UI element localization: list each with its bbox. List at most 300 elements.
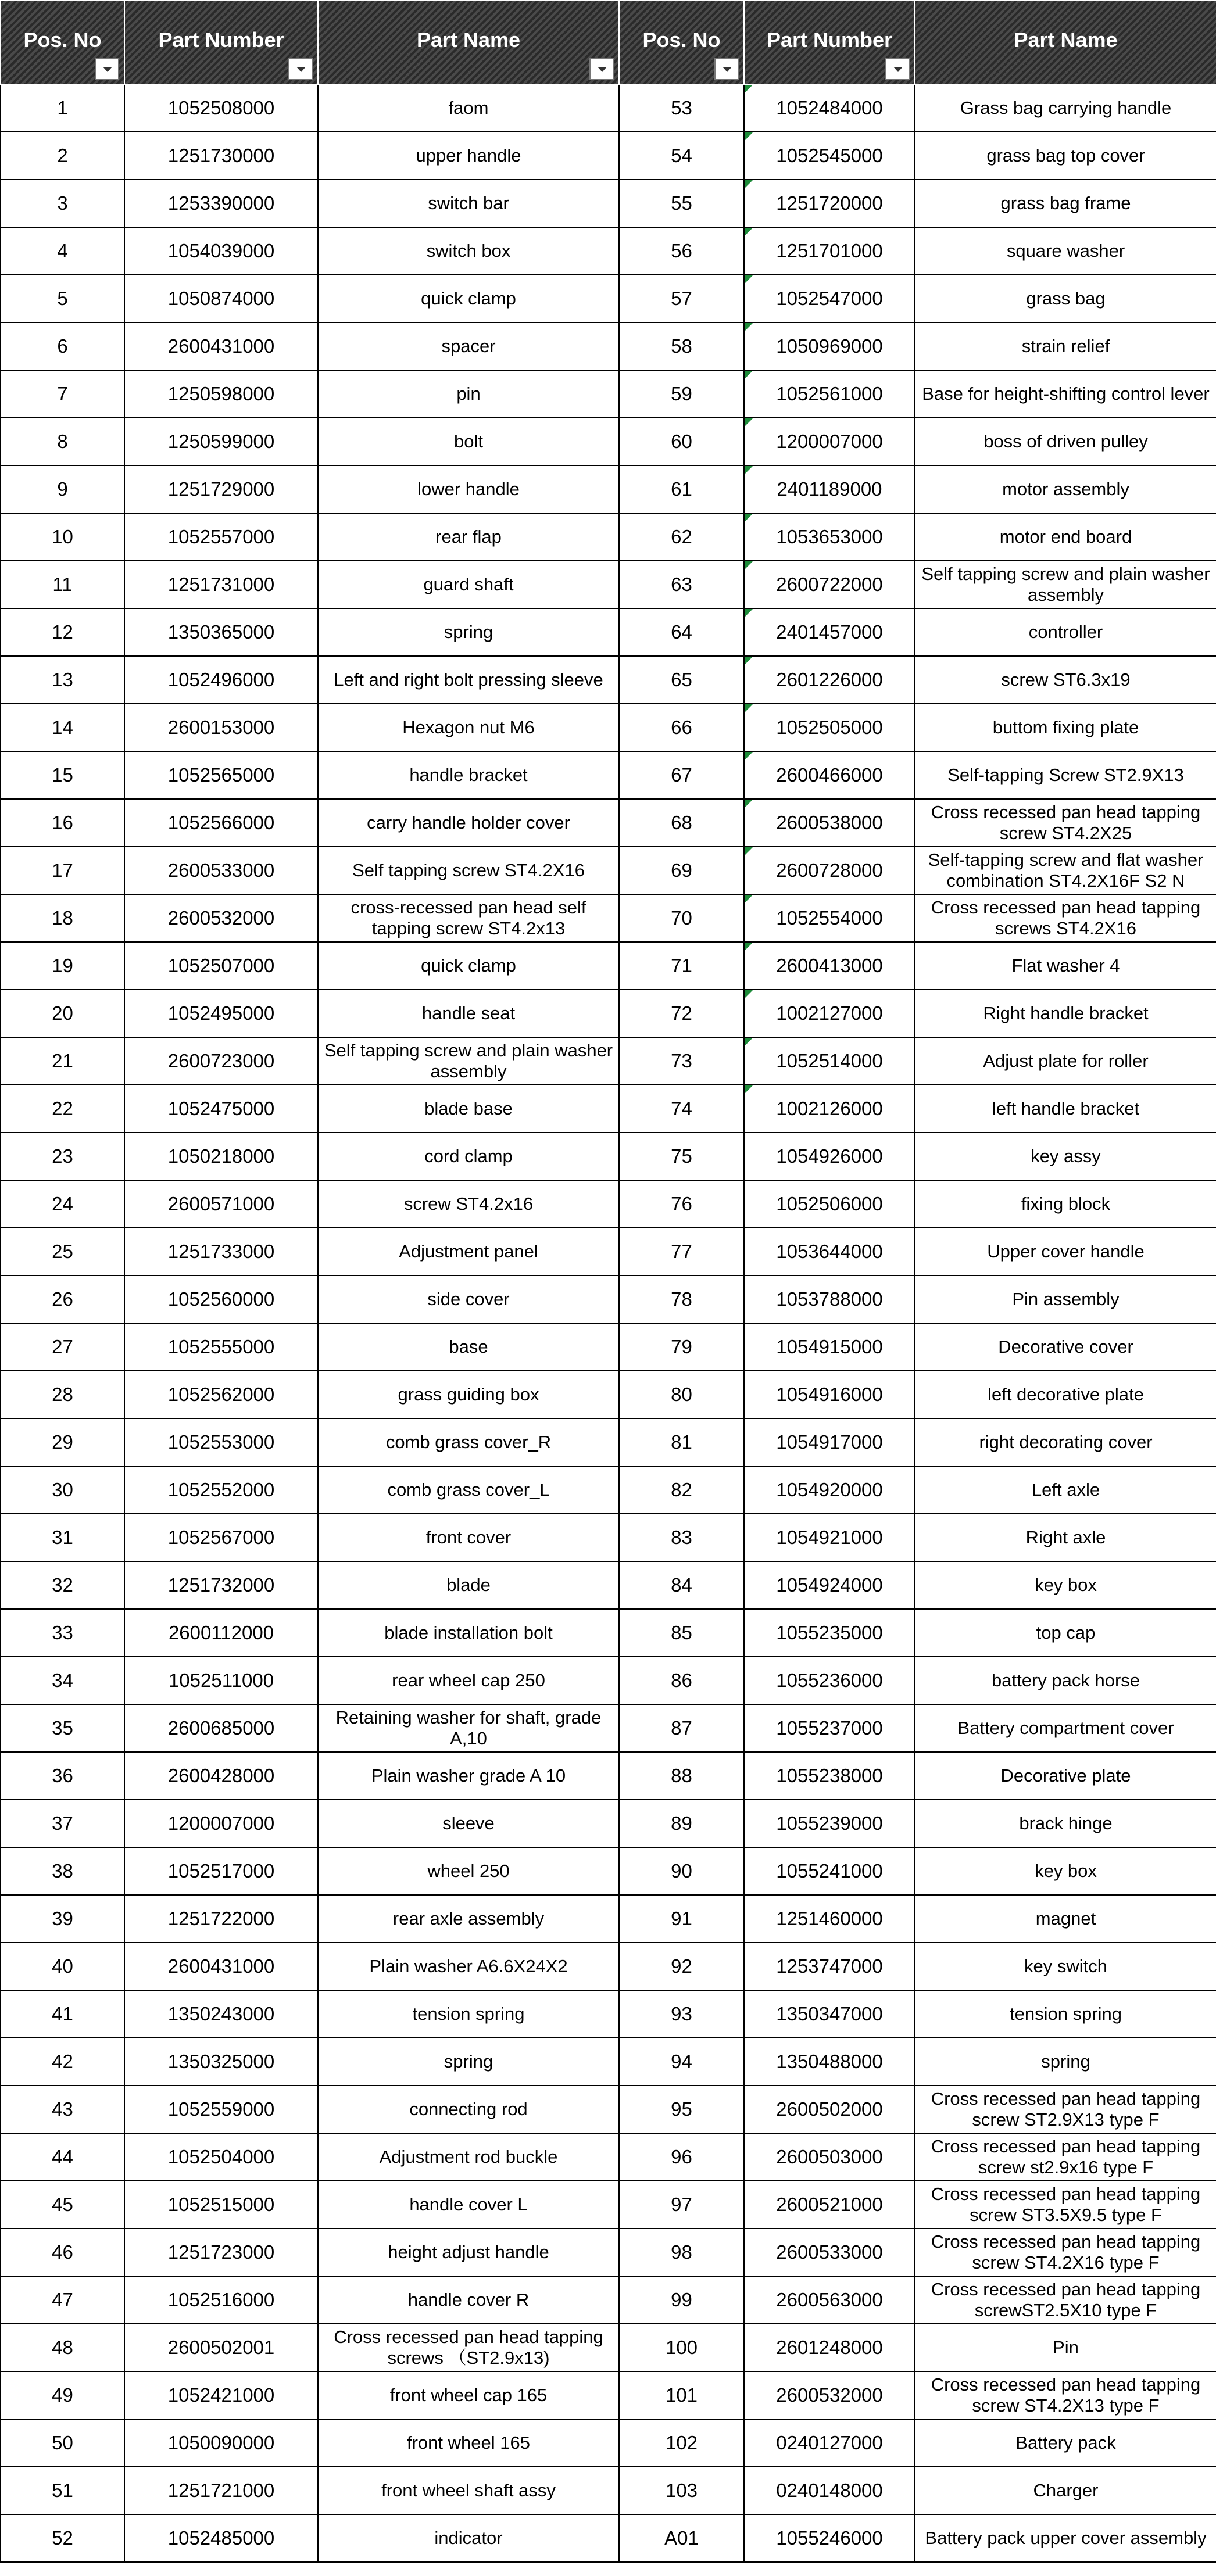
- part-name-cell[interactable]: cord clamp: [318, 1133, 619, 1180]
- part-number-cell[interactable]: 1053653000: [744, 513, 915, 561]
- part-name-cell[interactable]: rear axle assembly: [318, 1895, 619, 1943]
- pos-no-cell[interactable]: 36: [1, 1752, 124, 1800]
- pos-no-cell[interactable]: 28: [1, 1371, 124, 1418]
- part-number-cell[interactable]: 1350488000: [744, 2038, 915, 2086]
- part-number-cell[interactable]: 2600112000: [124, 1609, 318, 1657]
- part-name-cell[interactable]: Self-tapping screw and flat washer combination ST4.2X16F S2 N: [915, 847, 1216, 894]
- part-name-cell[interactable]: Left axle: [915, 1466, 1216, 1514]
- pos-no-cell[interactable]: 85: [619, 1609, 744, 1657]
- part-number-cell[interactable]: 2401457000: [744, 608, 915, 656]
- part-number-cell[interactable]: 2600431000: [124, 1943, 318, 1990]
- part-name-cell[interactable]: handle bracket: [318, 751, 619, 799]
- part-name-cell[interactable]: Battery compartment cover: [915, 1704, 1216, 1752]
- part-name-cell[interactable]: bolt: [318, 418, 619, 465]
- part-number-cell[interactable]: 1052504000: [124, 2133, 318, 2181]
- pos-no-cell[interactable]: 73: [619, 1037, 744, 1085]
- pos-no-cell[interactable]: 40: [1, 1943, 124, 1990]
- part-number-cell[interactable]: 2600521000: [744, 2181, 915, 2229]
- part-number-cell[interactable]: 1052506000: [744, 1180, 915, 1228]
- part-name-cell[interactable]: Pin assembly: [915, 1276, 1216, 1323]
- pos-no-cell[interactable]: 68: [619, 799, 744, 847]
- part-name-cell[interactable]: Cross recessed pan head tapping screwST2.5X10 type F: [915, 2276, 1216, 2324]
- pos-no-cell[interactable]: 42: [1, 2038, 124, 2086]
- part-name-cell[interactable]: Hexagon nut M6: [318, 704, 619, 751]
- part-number-cell[interactable]: 1052552000: [124, 1466, 318, 1514]
- part-number-cell[interactable]: 1350243000: [124, 1990, 318, 2038]
- part-name-cell[interactable]: Left and right bolt pressing sleeve: [318, 656, 619, 704]
- part-number-cell[interactable]: 1052517000: [124, 1847, 318, 1895]
- pos-no-cell[interactable]: 74: [619, 1085, 744, 1133]
- pos-no-cell[interactable]: 38: [1, 1847, 124, 1895]
- pos-no-cell[interactable]: 95: [619, 2086, 744, 2133]
- part-number-cell[interactable]: 1052484000: [744, 84, 915, 132]
- pos-no-cell[interactable]: 81: [619, 1418, 744, 1466]
- part-name-cell[interactable]: Battery pack: [915, 2419, 1216, 2467]
- part-number-cell[interactable]: 1052507000: [124, 942, 318, 990]
- part-number-cell[interactable]: 1052554000: [744, 894, 915, 942]
- part-name-cell[interactable]: spacer: [318, 323, 619, 370]
- pos-no-cell[interactable]: 63: [619, 561, 744, 608]
- part-name-cell[interactable]: blade: [318, 1561, 619, 1609]
- part-number-cell[interactable]: 1052557000: [124, 513, 318, 561]
- part-name-cell[interactable]: Plain washer grade A 10: [318, 1752, 619, 1800]
- part-number-cell[interactable]: 2600563000: [744, 2276, 915, 2324]
- part-name-cell[interactable]: square washer: [915, 227, 1216, 275]
- part-name-cell[interactable]: front cover: [318, 1514, 619, 1561]
- part-name-cell[interactable]: wheel 250: [318, 1847, 619, 1895]
- part-number-cell[interactable]: 1350347000: [744, 1990, 915, 2038]
- part-name-cell[interactable]: strain relief: [915, 323, 1216, 370]
- part-name-cell[interactable]: screw ST6.3x19: [915, 656, 1216, 704]
- pos-no-cell[interactable]: A01: [619, 2514, 744, 2562]
- pos-no-cell[interactable]: 103: [619, 2467, 744, 2514]
- pos-no-cell[interactable]: 26: [1, 1276, 124, 1323]
- part-name-cell[interactable]: Pin: [915, 2324, 1216, 2371]
- pos-no-cell[interactable]: 19: [1, 942, 124, 990]
- part-name-cell[interactable]: controller: [915, 608, 1216, 656]
- part-name-cell[interactable]: brack hinge: [915, 1800, 1216, 1847]
- part-number-cell[interactable]: 1050874000: [124, 275, 318, 323]
- part-number-cell[interactable]: 1052565000: [124, 751, 318, 799]
- part-name-cell[interactable]: handle cover L: [318, 2181, 619, 2229]
- pos-no-cell[interactable]: 14: [1, 704, 124, 751]
- part-name-cell[interactable]: quick clamp: [318, 942, 619, 990]
- part-name-cell[interactable]: connecting rod: [318, 2086, 619, 2133]
- pos-no-cell[interactable]: 44: [1, 2133, 124, 2181]
- part-number-cell[interactable]: 2600466000: [744, 751, 915, 799]
- pos-no-cell[interactable]: 56: [619, 227, 744, 275]
- part-name-cell[interactable]: Cross recessed pan head tapping screw ST4.2X16 type F: [915, 2229, 1216, 2276]
- part-number-cell[interactable]: 1200007000: [744, 418, 915, 465]
- part-name-cell[interactable]: Charger: [915, 2467, 1216, 2514]
- pos-no-cell[interactable]: 4: [1, 227, 124, 275]
- part-number-cell[interactable]: 1050090000: [124, 2419, 318, 2467]
- part-name-cell[interactable]: right decorating cover: [915, 1418, 1216, 1466]
- pos-no-cell[interactable]: 80: [619, 1371, 744, 1418]
- pos-no-cell[interactable]: 37: [1, 1800, 124, 1847]
- part-number-cell[interactable]: 1251460000: [744, 1895, 915, 1943]
- part-name-cell[interactable]: Grass bag carrying handle: [915, 84, 1216, 132]
- pos-no-cell[interactable]: 1: [1, 84, 124, 132]
- pos-no-cell[interactable]: 60: [619, 418, 744, 465]
- pos-no-cell[interactable]: 83: [619, 1514, 744, 1561]
- part-number-cell[interactable]: 1052505000: [744, 704, 915, 751]
- part-name-cell[interactable]: spring: [318, 2038, 619, 2086]
- pos-no-cell[interactable]: 55: [619, 180, 744, 227]
- part-number-cell[interactable]: 1055237000: [744, 1704, 915, 1752]
- part-number-cell[interactable]: 1052555000: [124, 1323, 318, 1371]
- pos-no-cell[interactable]: 13: [1, 656, 124, 704]
- part-number-cell[interactable]: 1054921000: [744, 1514, 915, 1561]
- part-number-cell[interactable]: 1251731000: [124, 561, 318, 608]
- part-name-cell[interactable]: Cross recessed pan head tapping screws （ST2.9x13): [318, 2324, 619, 2371]
- part-number-cell[interactable]: 1052561000: [744, 370, 915, 418]
- pos-no-cell[interactable]: 91: [619, 1895, 744, 1943]
- pos-no-cell[interactable]: 101: [619, 2371, 744, 2419]
- pos-no-cell[interactable]: 8: [1, 418, 124, 465]
- part-name-cell[interactable]: Self-tapping Screw ST2.9X13: [915, 751, 1216, 799]
- pos-no-cell[interactable]: 3: [1, 180, 124, 227]
- part-name-cell[interactable]: spring: [318, 608, 619, 656]
- part-name-cell[interactable]: key box: [915, 1847, 1216, 1895]
- part-name-cell[interactable]: carry handle holder cover: [318, 799, 619, 847]
- pos-no-cell[interactable]: 70: [619, 894, 744, 942]
- filter-dropdown-icon[interactable]: [589, 58, 614, 80]
- part-name-cell[interactable]: Base for height-shifting control lever: [915, 370, 1216, 418]
- part-name-cell[interactable]: fixing block: [915, 1180, 1216, 1228]
- part-number-cell[interactable]: 1052559000: [124, 2086, 318, 2133]
- part-name-cell[interactable]: Decorative cover: [915, 1323, 1216, 1371]
- part-number-cell[interactable]: 1054039000: [124, 227, 318, 275]
- pos-no-cell[interactable]: 51: [1, 2467, 124, 2514]
- pos-no-cell[interactable]: 62: [619, 513, 744, 561]
- part-number-cell[interactable]: 1250599000: [124, 418, 318, 465]
- part-name-cell[interactable]: lower handle: [318, 465, 619, 513]
- part-name-cell[interactable]: left handle bracket: [915, 1085, 1216, 1133]
- pos-no-cell[interactable]: 76: [619, 1180, 744, 1228]
- part-number-cell[interactable]: 1253390000: [124, 180, 318, 227]
- part-name-cell[interactable]: Self tapping screw ST4.2X16: [318, 847, 619, 894]
- part-name-cell[interactable]: switch box: [318, 227, 619, 275]
- pos-no-cell[interactable]: 90: [619, 1847, 744, 1895]
- part-name-cell[interactable]: front wheel shaft assy: [318, 2467, 619, 2514]
- part-number-cell[interactable]: 0240127000: [744, 2419, 915, 2467]
- part-number-cell[interactable]: 2600502000: [744, 2086, 915, 2133]
- pos-no-cell[interactable]: 53: [619, 84, 744, 132]
- pos-no-cell[interactable]: 15: [1, 751, 124, 799]
- part-number-cell[interactable]: 2600722000: [744, 561, 915, 608]
- part-number-cell[interactable]: 1054916000: [744, 1371, 915, 1418]
- part-name-cell[interactable]: key switch: [915, 1943, 1216, 1990]
- part-name-cell[interactable]: handle seat: [318, 990, 619, 1037]
- part-number-cell[interactable]: 1054917000: [744, 1418, 915, 1466]
- pos-no-cell[interactable]: 7: [1, 370, 124, 418]
- part-name-cell[interactable]: Cross recessed pan head tapping screw st2.9x16 type F: [915, 2133, 1216, 2181]
- part-number-cell[interactable]: 1055238000: [744, 1752, 915, 1800]
- filter-dropdown-icon[interactable]: [95, 58, 119, 80]
- part-number-cell[interactable]: 2600153000: [124, 704, 318, 751]
- pos-no-cell[interactable]: 5: [1, 275, 124, 323]
- part-number-cell[interactable]: 1251722000: [124, 1895, 318, 1943]
- part-name-cell[interactable]: blade base: [318, 1085, 619, 1133]
- part-name-cell[interactable]: Cross recessed pan head tapping screws ST4.2X16: [915, 894, 1216, 942]
- part-name-cell[interactable]: grass bag: [915, 275, 1216, 323]
- pos-no-cell[interactable]: 17: [1, 847, 124, 894]
- pos-no-cell[interactable]: 78: [619, 1276, 744, 1323]
- part-number-cell[interactable]: 1251729000: [124, 465, 318, 513]
- part-number-cell[interactable]: 1052515000: [124, 2181, 318, 2229]
- part-name-cell[interactable]: magnet: [915, 1895, 1216, 1943]
- part-number-cell[interactable]: 2600723000: [124, 1037, 318, 1085]
- part-number-cell[interactable]: 1052485000: [124, 2514, 318, 2562]
- part-name-cell[interactable]: front wheel 165: [318, 2419, 619, 2467]
- part-number-cell[interactable]: 1002127000: [744, 990, 915, 1037]
- part-number-cell[interactable]: 1055235000: [744, 1609, 915, 1657]
- pos-no-cell[interactable]: 39: [1, 1895, 124, 1943]
- part-name-cell[interactable]: Adjustment rod buckle: [318, 2133, 619, 2181]
- pos-no-cell[interactable]: 94: [619, 2038, 744, 2086]
- part-number-cell[interactable]: 2600532000: [124, 894, 318, 942]
- part-number-cell[interactable]: 1002126000: [744, 1085, 915, 1133]
- pos-no-cell[interactable]: 45: [1, 2181, 124, 2229]
- pos-no-cell[interactable]: 18: [1, 894, 124, 942]
- part-number-cell[interactable]: 1055236000: [744, 1657, 915, 1704]
- part-number-cell[interactable]: 1052566000: [124, 799, 318, 847]
- part-number-cell[interactable]: 1251701000: [744, 227, 915, 275]
- part-number-cell[interactable]: 1055241000: [744, 1847, 915, 1895]
- part-name-cell[interactable]: grass bag frame: [915, 180, 1216, 227]
- pos-no-cell[interactable]: 59: [619, 370, 744, 418]
- pos-no-cell[interactable]: 43: [1, 2086, 124, 2133]
- part-number-cell[interactable]: 1251721000: [124, 2467, 318, 2514]
- part-number-cell[interactable]: 1052475000: [124, 1085, 318, 1133]
- pos-no-cell[interactable]: 10: [1, 513, 124, 561]
- pos-no-cell[interactable]: 12: [1, 608, 124, 656]
- pos-no-cell[interactable]: 71: [619, 942, 744, 990]
- part-name-cell[interactable]: screw ST4.2x16: [318, 1180, 619, 1228]
- part-name-cell[interactable]: buttom fixing plate: [915, 704, 1216, 751]
- part-name-cell[interactable]: front wheel cap 165: [318, 2371, 619, 2419]
- filter-dropdown-icon[interactable]: [885, 58, 910, 80]
- part-name-cell[interactable]: rear wheel cap 250: [318, 1657, 619, 1704]
- pos-no-cell[interactable]: 33: [1, 1609, 124, 1657]
- part-name-cell[interactable]: Retaining washer for shaft, grade A,10: [318, 1704, 619, 1752]
- part-number-cell[interactable]: 2600533000: [124, 847, 318, 894]
- pos-no-cell[interactable]: 67: [619, 751, 744, 799]
- part-number-cell[interactable]: 2600685000: [124, 1704, 318, 1752]
- pos-no-cell[interactable]: 88: [619, 1752, 744, 1800]
- part-name-cell[interactable]: spring: [915, 2038, 1216, 2086]
- part-number-cell[interactable]: 2601248000: [744, 2324, 915, 2371]
- part-number-cell[interactable]: 2600571000: [124, 1180, 318, 1228]
- part-number-cell[interactable]: 1052547000: [744, 275, 915, 323]
- part-name-cell[interactable]: Self tapping screw and plain washer assembly: [318, 1037, 619, 1085]
- part-name-cell[interactable]: blade installation bolt: [318, 1609, 619, 1657]
- part-name-cell[interactable]: motor end board: [915, 513, 1216, 561]
- pos-no-cell[interactable]: 92: [619, 1943, 744, 1990]
- pos-no-cell[interactable]: 58: [619, 323, 744, 370]
- part-name-cell[interactable]: Adjust plate for roller: [915, 1037, 1216, 1085]
- pos-no-cell[interactable]: 16: [1, 799, 124, 847]
- part-number-cell[interactable]: 1251730000: [124, 132, 318, 180]
- pos-no-cell[interactable]: 30: [1, 1466, 124, 1514]
- pos-no-cell[interactable]: 21: [1, 1037, 124, 1085]
- part-number-cell[interactable]: 1054915000: [744, 1323, 915, 1371]
- part-number-cell[interactable]: 1054924000: [744, 1561, 915, 1609]
- part-name-cell[interactable]: faom: [318, 84, 619, 132]
- part-number-cell[interactable]: 1251733000: [124, 1228, 318, 1276]
- pos-no-cell[interactable]: 29: [1, 1418, 124, 1466]
- part-number-cell[interactable]: 1055239000: [744, 1800, 915, 1847]
- part-number-cell[interactable]: 2600502001: [124, 2324, 318, 2371]
- pos-no-cell[interactable]: 102: [619, 2419, 744, 2467]
- pos-no-cell[interactable]: 99: [619, 2276, 744, 2324]
- part-number-cell[interactable]: 2600503000: [744, 2133, 915, 2181]
- pos-no-cell[interactable]: 82: [619, 1466, 744, 1514]
- part-number-cell[interactable]: 2600532000: [744, 2371, 915, 2419]
- part-name-cell[interactable]: handle cover R: [318, 2276, 619, 2324]
- part-number-cell[interactable]: 1052511000: [124, 1657, 318, 1704]
- pos-no-cell[interactable]: 20: [1, 990, 124, 1037]
- pos-no-cell[interactable]: 69: [619, 847, 744, 894]
- part-number-cell[interactable]: 2600431000: [124, 323, 318, 370]
- part-name-cell[interactable]: grass guiding box: [318, 1371, 619, 1418]
- part-number-cell[interactable]: 1350365000: [124, 608, 318, 656]
- part-name-cell[interactable]: indicator: [318, 2514, 619, 2562]
- pos-no-cell[interactable]: 52: [1, 2514, 124, 2562]
- part-name-cell[interactable]: Cross recessed pan head tapping screw ST2.9X13 type F: [915, 2086, 1216, 2133]
- part-number-cell[interactable]: 1050969000: [744, 323, 915, 370]
- part-number-cell[interactable]: 1052553000: [124, 1418, 318, 1466]
- part-number-cell[interactable]: 1251723000: [124, 2229, 318, 2276]
- pos-no-cell[interactable]: 2: [1, 132, 124, 180]
- pos-no-cell[interactable]: 35: [1, 1704, 124, 1752]
- pos-no-cell[interactable]: 46: [1, 2229, 124, 2276]
- pos-no-cell[interactable]: 50: [1, 2419, 124, 2467]
- pos-no-cell[interactable]: 57: [619, 275, 744, 323]
- part-number-cell[interactable]: 1052421000: [124, 2371, 318, 2419]
- part-number-cell[interactable]: 1052495000: [124, 990, 318, 1037]
- part-name-cell[interactable]: guard shaft: [318, 561, 619, 608]
- part-name-cell[interactable]: Cross recessed pan head tapping screw ST4.2X13 type F: [915, 2371, 1216, 2419]
- part-number-cell[interactable]: 1052516000: [124, 2276, 318, 2324]
- pos-no-cell[interactable]: 79: [619, 1323, 744, 1371]
- part-name-cell[interactable]: Cross recessed pan head tapping screw ST4.2X25: [915, 799, 1216, 847]
- pos-no-cell[interactable]: 22: [1, 1085, 124, 1133]
- part-number-cell[interactable]: 1251732000: [124, 1561, 318, 1609]
- part-name-cell[interactable]: Decorative plate: [915, 1752, 1216, 1800]
- pos-no-cell[interactable]: 34: [1, 1657, 124, 1704]
- pos-no-cell[interactable]: 24: [1, 1180, 124, 1228]
- filter-dropdown-icon[interactable]: [288, 58, 313, 80]
- part-name-cell[interactable]: base: [318, 1323, 619, 1371]
- part-name-cell[interactable]: key assy: [915, 1133, 1216, 1180]
- part-number-cell[interactable]: 0240148000: [744, 2467, 915, 2514]
- part-name-cell[interactable]: top cap: [915, 1609, 1216, 1657]
- pos-no-cell[interactable]: 100: [619, 2324, 744, 2371]
- part-number-cell[interactable]: 1050218000: [124, 1133, 318, 1180]
- part-number-cell[interactable]: 1251720000: [744, 180, 915, 227]
- part-name-cell[interactable]: Self tapping screw and plain washer assembly: [915, 561, 1216, 608]
- pos-no-cell[interactable]: 61: [619, 465, 744, 513]
- part-name-cell[interactable]: motor assembly: [915, 465, 1216, 513]
- part-number-cell[interactable]: 1250598000: [124, 370, 318, 418]
- part-name-cell[interactable]: quick clamp: [318, 275, 619, 323]
- part-number-cell[interactable]: 1350325000: [124, 2038, 318, 2086]
- pos-no-cell[interactable]: 11: [1, 561, 124, 608]
- part-number-cell[interactable]: 1200007000: [124, 1800, 318, 1847]
- pos-no-cell[interactable]: 6: [1, 323, 124, 370]
- part-name-cell[interactable]: comb grass cover_L: [318, 1466, 619, 1514]
- pos-no-cell[interactable]: 47: [1, 2276, 124, 2324]
- pos-no-cell[interactable]: 96: [619, 2133, 744, 2181]
- part-number-cell[interactable]: 2600538000: [744, 799, 915, 847]
- pos-no-cell[interactable]: 48: [1, 2324, 124, 2371]
- part-number-cell[interactable]: 1253747000: [744, 1943, 915, 1990]
- part-number-cell[interactable]: 2600413000: [744, 942, 915, 990]
- part-number-cell[interactable]: 1054926000: [744, 1133, 915, 1180]
- part-name-cell[interactable]: Flat washer 4: [915, 942, 1216, 990]
- part-number-cell[interactable]: 2401189000: [744, 465, 915, 513]
- pos-no-cell[interactable]: 86: [619, 1657, 744, 1704]
- part-number-cell[interactable]: 1055246000: [744, 2514, 915, 2562]
- pos-no-cell[interactable]: 66: [619, 704, 744, 751]
- part-name-cell[interactable]: Cross recessed pan head tapping screw ST3.5X9.5 type F: [915, 2181, 1216, 2229]
- pos-no-cell[interactable]: 89: [619, 1800, 744, 1847]
- part-number-cell[interactable]: 2601226000: [744, 656, 915, 704]
- pos-no-cell[interactable]: 97: [619, 2181, 744, 2229]
- pos-no-cell[interactable]: 41: [1, 1990, 124, 2038]
- pos-no-cell[interactable]: 77: [619, 1228, 744, 1276]
- part-number-cell[interactable]: 2600428000: [124, 1752, 318, 1800]
- part-name-cell[interactable]: battery pack horse: [915, 1657, 1216, 1704]
- pos-no-cell[interactable]: 23: [1, 1133, 124, 1180]
- part-name-cell[interactable]: height adjust handle: [318, 2229, 619, 2276]
- part-name-cell[interactable]: Right handle bracket: [915, 990, 1216, 1037]
- part-name-cell[interactable]: boss of driven pulley: [915, 418, 1216, 465]
- part-number-cell[interactable]: 1052567000: [124, 1514, 318, 1561]
- part-name-cell[interactable]: pin: [318, 370, 619, 418]
- part-name-cell[interactable]: Adjustment panel: [318, 1228, 619, 1276]
- pos-no-cell[interactable]: 87: [619, 1704, 744, 1752]
- part-name-cell[interactable]: cross-recessed pan head self tapping screw ST4.2x13: [318, 894, 619, 942]
- part-name-cell[interactable]: Plain washer A6.6X24X2: [318, 1943, 619, 1990]
- part-name-cell[interactable]: upper handle: [318, 132, 619, 180]
- pos-no-cell[interactable]: 93: [619, 1990, 744, 2038]
- part-number-cell[interactable]: 1052545000: [744, 132, 915, 180]
- part-number-cell[interactable]: 1052508000: [124, 84, 318, 132]
- pos-no-cell[interactable]: 65: [619, 656, 744, 704]
- part-number-cell[interactable]: 1053788000: [744, 1276, 915, 1323]
- part-name-cell[interactable]: tension spring: [318, 1990, 619, 2038]
- pos-no-cell[interactable]: 54: [619, 132, 744, 180]
- part-number-cell[interactable]: 2600728000: [744, 847, 915, 894]
- pos-no-cell[interactable]: 75: [619, 1133, 744, 1180]
- pos-no-cell[interactable]: 32: [1, 1561, 124, 1609]
- part-name-cell[interactable]: comb grass cover_R: [318, 1418, 619, 1466]
- part-name-cell[interactable]: Upper cover handle: [915, 1228, 1216, 1276]
- part-name-cell[interactable]: rear flap: [318, 513, 619, 561]
- part-number-cell[interactable]: 1053644000: [744, 1228, 915, 1276]
- pos-no-cell[interactable]: 31: [1, 1514, 124, 1561]
- pos-no-cell[interactable]: 98: [619, 2229, 744, 2276]
- part-name-cell[interactable]: side cover: [318, 1276, 619, 1323]
- part-number-cell[interactable]: 1052514000: [744, 1037, 915, 1085]
- pos-no-cell[interactable]: 49: [1, 2371, 124, 2419]
- part-name-cell[interactable]: Battery pack upper cover assembly: [915, 2514, 1216, 2562]
- part-name-cell[interactable]: key box: [915, 1561, 1216, 1609]
- part-name-cell[interactable]: sleeve: [318, 1800, 619, 1847]
